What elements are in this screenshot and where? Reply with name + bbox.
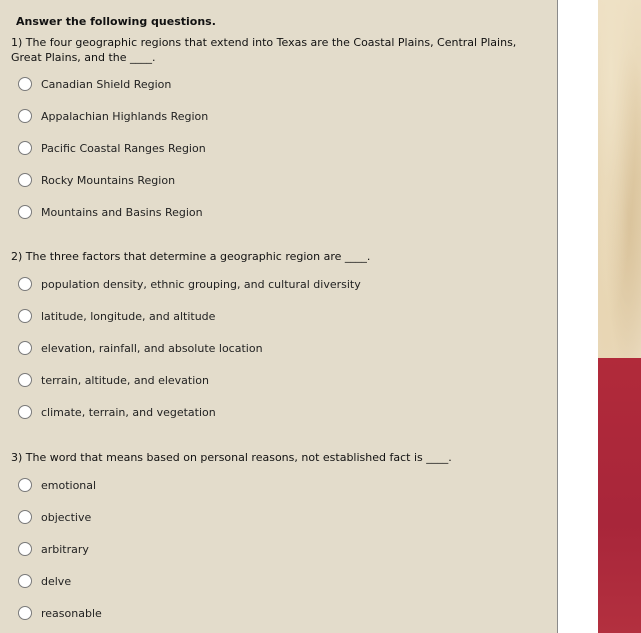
- radio-button[interactable]: [18, 205, 32, 219]
- option-label: Appalachian Highlands Region: [41, 109, 209, 123]
- radio-button[interactable]: [18, 542, 32, 556]
- radio-button[interactable]: [18, 309, 32, 323]
- radio-button[interactable]: [18, 341, 32, 355]
- radio-button[interactable]: [18, 277, 32, 291]
- q3-option-3[interactable]: [18, 540, 89, 558]
- q2-option-3[interactable]: [18, 339, 263, 357]
- q2-option-5[interactable]: [18, 403, 216, 421]
- option-label: Canadian Shield Region: [41, 77, 172, 91]
- radio-button[interactable]: [18, 478, 32, 492]
- q2-option-2[interactable]: [18, 307, 215, 325]
- option-label: arbitrary: [41, 542, 89, 556]
- q1-option-4[interactable]: [18, 171, 175, 189]
- option-label: terrain, altitude, and elevation: [41, 373, 209, 387]
- option-label: delve: [41, 574, 72, 588]
- option-label: elevation, rainfall, and absolute location: [41, 341, 263, 355]
- q1-option-1[interactable]: [18, 75, 171, 93]
- q3-option-4[interactable]: [18, 572, 71, 590]
- radio-button[interactable]: [18, 606, 32, 620]
- radio-button[interactable]: [18, 373, 32, 387]
- option-label: climate, terrain, and vegetation: [41, 405, 216, 419]
- radio-button[interactable]: [18, 109, 32, 123]
- question-1-text: 1) The four geographic regions that extend into Texas are the Coastal Plains, Central Plains, Great Plains, and the ____.: [11, 36, 517, 64]
- instructions-heading: Answer the following questions.: [16, 15, 216, 28]
- q3-option-2[interactable]: [18, 508, 91, 526]
- option-label: reasonable: [41, 606, 102, 620]
- radio-button[interactable]: [18, 405, 32, 419]
- radio-button[interactable]: [18, 574, 32, 588]
- q1-option-3[interactable]: [18, 139, 206, 157]
- radio-button[interactable]: [18, 173, 32, 187]
- q2-option-4[interactable]: [18, 371, 209, 389]
- q2-option-1[interactable]: [18, 275, 361, 293]
- radio-button[interactable]: [18, 510, 32, 524]
- q1-option-5[interactable]: [18, 203, 203, 221]
- option-label: Mountains and Basins Region: [41, 205, 203, 219]
- red-banner: [598, 358, 641, 633]
- q3-option-5[interactable]: [18, 604, 102, 622]
- q3-option-1[interactable]: [18, 476, 96, 494]
- radio-button[interactable]: [18, 77, 32, 91]
- option-label: Pacific Coastal Ranges Region: [41, 141, 206, 155]
- question-2-text: 2) The three factors that determine a geographic region are ____.: [11, 250, 371, 263]
- option-label: emotional: [41, 478, 97, 492]
- option-label: objective: [41, 510, 92, 524]
- option-label: latitude, longitude, and altitude: [41, 309, 216, 323]
- radio-button[interactable]: [18, 141, 32, 155]
- option-label: population density, ethnic grouping, and cultural diversity: [41, 277, 361, 291]
- q1-option-2[interactable]: [18, 107, 208, 125]
- option-label: Rocky Mountains Region: [41, 173, 176, 187]
- parchment-texture: [598, 0, 641, 358]
- question-3-text: 3) The word that means based on personal reasons, not established fact is ____.: [11, 451, 452, 464]
- decorative-side-image: [598, 0, 641, 633]
